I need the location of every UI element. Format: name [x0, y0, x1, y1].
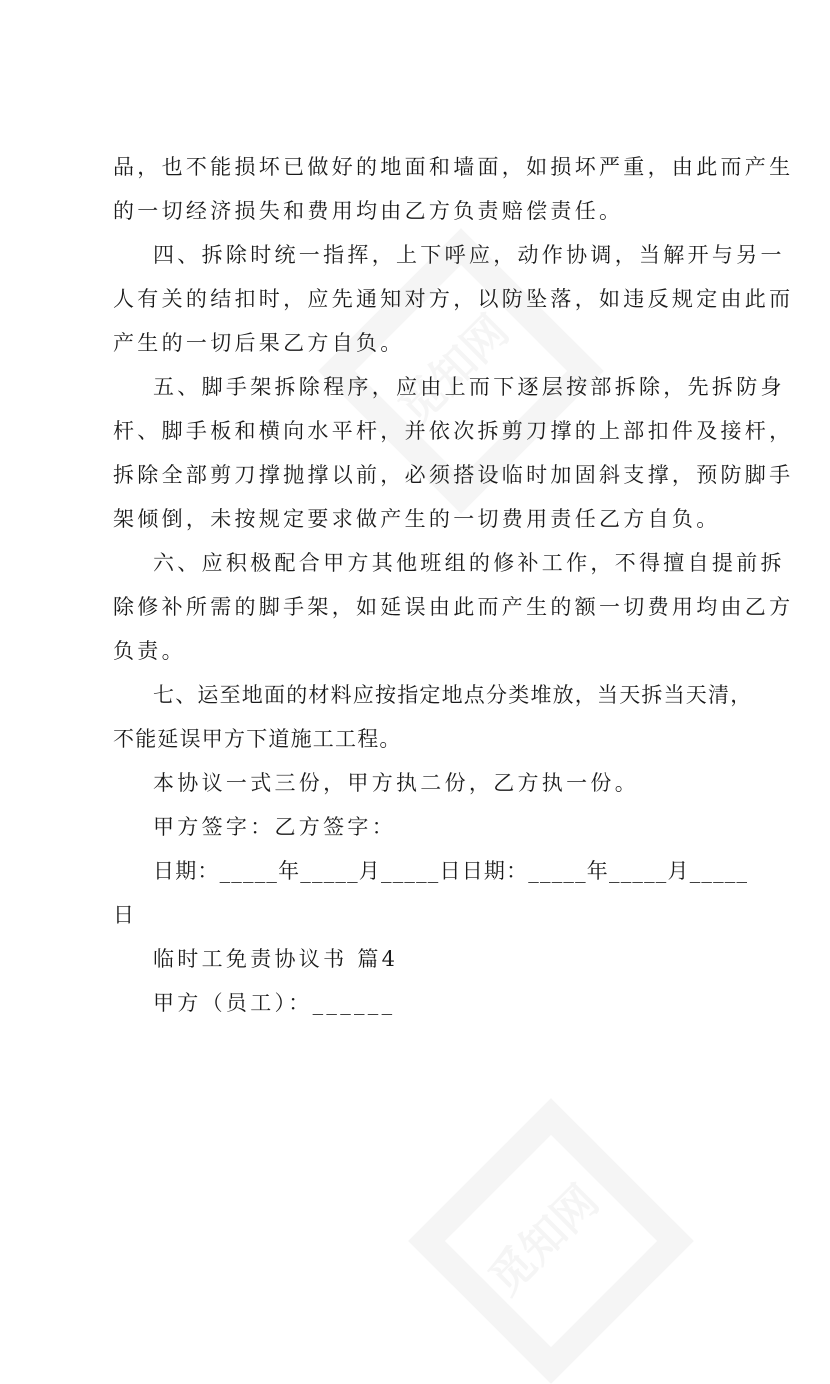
text-line: 除修补所需的脚手架，如延误由此而产生的额一切费用均由乙方 [113, 595, 794, 619]
text-line: 七、运至地面的材料应按指定地点分类堆放，当天拆当天清， [153, 683, 753, 707]
date-line: 日期：_____年_____月_____日日期：_____年_____月_____ [153, 859, 749, 883]
watermark-diamond [408, 1098, 694, 1384]
text-line: 五、脚手架拆除程序，应由上而下逐层按部拆除，先拆防身 [153, 375, 785, 399]
section-heading: 临时工免责协议书 篇4 [153, 947, 399, 971]
text-line: 六、应积极配合甲方其他班组的修补工作，不得擅自提前拆 [153, 551, 785, 575]
text-line: 负责。 [113, 639, 186, 663]
text-line: 品，也不能损坏已做好的地面和墙面，如损坏严重，由此而产生 [113, 155, 794, 179]
watermark-logo-bottom [420, 1110, 680, 1370]
text-line: 四、拆除时统一指挥，上下呼应，动作协调，当解开与另一 [153, 243, 785, 267]
watermark-text: 觅知网 [479, 1175, 609, 1305]
text-line: 不能延误甲方下道施工工程。 [113, 727, 402, 751]
text-line: 人有关的结扣时，应先通知对方，以防坠落，如违反规定由此而 [113, 287, 794, 311]
text-line: 杆、脚手板和横向水平杆，并依次拆剪刀撑的上部扣件及接杆， [113, 419, 794, 443]
agreement-copies-line: 本协议一式三份，甲方执二份，乙方执一份。 [153, 771, 639, 795]
text-line: 的一切经济损失和费用均由乙方负责赔偿责任。 [113, 199, 624, 223]
text-line: 拆除全部剪刀撑抛撑以前，必须搭设临时加固斜支撑，预防脚手 [113, 463, 794, 487]
text-line: 产生的一切后果乙方自负。 [113, 331, 405, 355]
date-line-continued: 日 [113, 903, 138, 927]
text-line: 架倾倒，未按规定要求做产生的一切费用责任乙方自负。 [113, 507, 721, 531]
watermark-text: 觅知网 [389, 305, 519, 435]
party-a-field: 甲方（员工）：______ [153, 991, 396, 1015]
signature-line: 甲方签字：乙方签字： [153, 815, 396, 839]
